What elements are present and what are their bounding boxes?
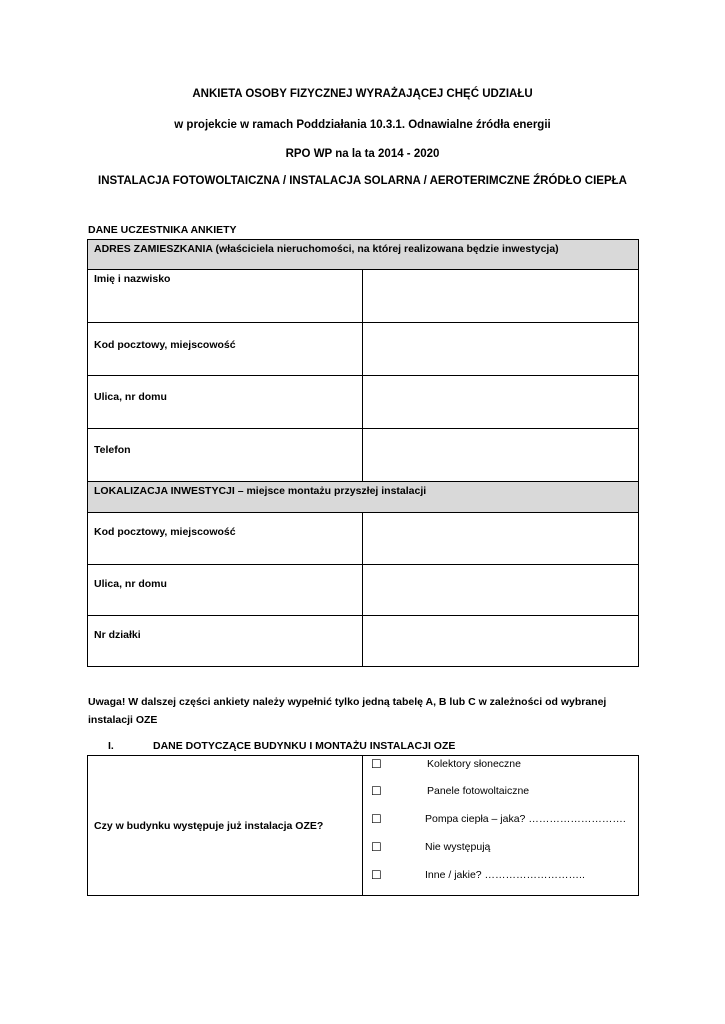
checkbox-icon[interactable]: ☐ (371, 840, 382, 854)
table-row-label-cell (88, 270, 363, 323)
section-title: DANE DOTYCZĄCE BUDYNKU I MONTAŻU INSTALACJI OZE (153, 740, 456, 752)
instruction-note: Uwaga! W dalszej części ankiety należy wypełnić tylko jedną tabelę A, B lub C w zależności od wybranej instalacji OZE (88, 696, 607, 726)
checkbox-icon[interactable]: ☐ (371, 757, 382, 771)
address-header: ADRES ZAMIESZKANIA (właściciela nieruchomości, na której realizowana będzie inwestycja) (94, 243, 559, 255)
table-row-label-cell (88, 513, 363, 565)
oze-table (87, 755, 639, 896)
option-other[interactable] (363, 869, 638, 883)
option-none[interactable] (363, 841, 638, 855)
table-row-label-cell (88, 376, 363, 429)
table-row-label-cell (88, 429, 363, 482)
location-header-cell (88, 482, 639, 513)
oze-question-cell (88, 756, 363, 896)
location-street-label: Ulica, nr domu (94, 578, 167, 590)
oze-options-cell (363, 756, 639, 896)
location-postal-code-field[interactable] (363, 513, 639, 565)
table-row-label-cell (88, 323, 363, 376)
program-subtitle: RPO WP na la ta 2014 - 2020 (285, 148, 440, 160)
option-label: Pompa ciepła – jaka? ………………………. (425, 813, 626, 825)
location-postal-code-label: Kod pocztowy, miejscowość (94, 526, 236, 538)
option-label: Kolektory słoneczne (427, 758, 521, 770)
participant-table (87, 239, 639, 667)
section-number: I. (108, 740, 114, 752)
option-heat-pump[interactable] (363, 813, 638, 827)
name-label: Imię i nazwisko (94, 273, 171, 285)
option-label: Panele fotowoltaiczne (427, 785, 530, 797)
option-solar-collectors[interactable] (363, 758, 638, 772)
plot-number-label: Nr działki (94, 629, 141, 641)
oze-question: Czy w budynku występuje już instalacja OZE? (94, 819, 324, 832)
option-label: Inne / jakie? ……………………….. (425, 869, 585, 881)
table-row-label-cell (88, 565, 363, 616)
table-row-label-cell (88, 616, 363, 667)
street-label: Ulica, nr domu (94, 391, 167, 403)
project-subtitle: w projekcie w ramach Poddziałania 10.3.1. Odnawialne źródła energii (174, 119, 551, 131)
phone-label: Telefon (94, 444, 131, 456)
participant-section-title: DANE UCZESTNIKA ANKIETY (88, 224, 237, 236)
option-label: Nie występują (425, 841, 491, 853)
form-title: ANKIETA OSOBY FIZYCZNEJ WYRAŻAJĄCEJ CHĘĆ UDZIAŁU (192, 88, 533, 100)
option-pv-panels[interactable] (363, 785, 638, 799)
checkbox-icon[interactable]: ☐ (371, 812, 382, 826)
name-field[interactable] (363, 270, 639, 323)
plot-number-field[interactable] (363, 616, 639, 667)
postal-code-field[interactable] (363, 323, 639, 376)
checkbox-icon[interactable]: ☐ (371, 784, 382, 798)
checkbox-icon[interactable]: ☐ (371, 868, 382, 882)
location-street-field[interactable] (363, 565, 639, 616)
postal-code-label: Kod pocztowy, miejscowość (94, 339, 236, 351)
address-header-cell (88, 240, 639, 270)
oze-options-list (363, 756, 638, 895)
location-header: LOKALIZACJA INWESTYCJI – miejsce montażu przyszłej instalacji (94, 485, 427, 497)
street-field[interactable] (363, 376, 639, 429)
installation-types-title: INSTALACJA FOTOWOLTAICZNA / INSTALACJA SOLARNA / AEROTERIMCZNE ŹRÓDŁO CIEPŁA (98, 175, 627, 187)
phone-field[interactable] (363, 429, 639, 482)
